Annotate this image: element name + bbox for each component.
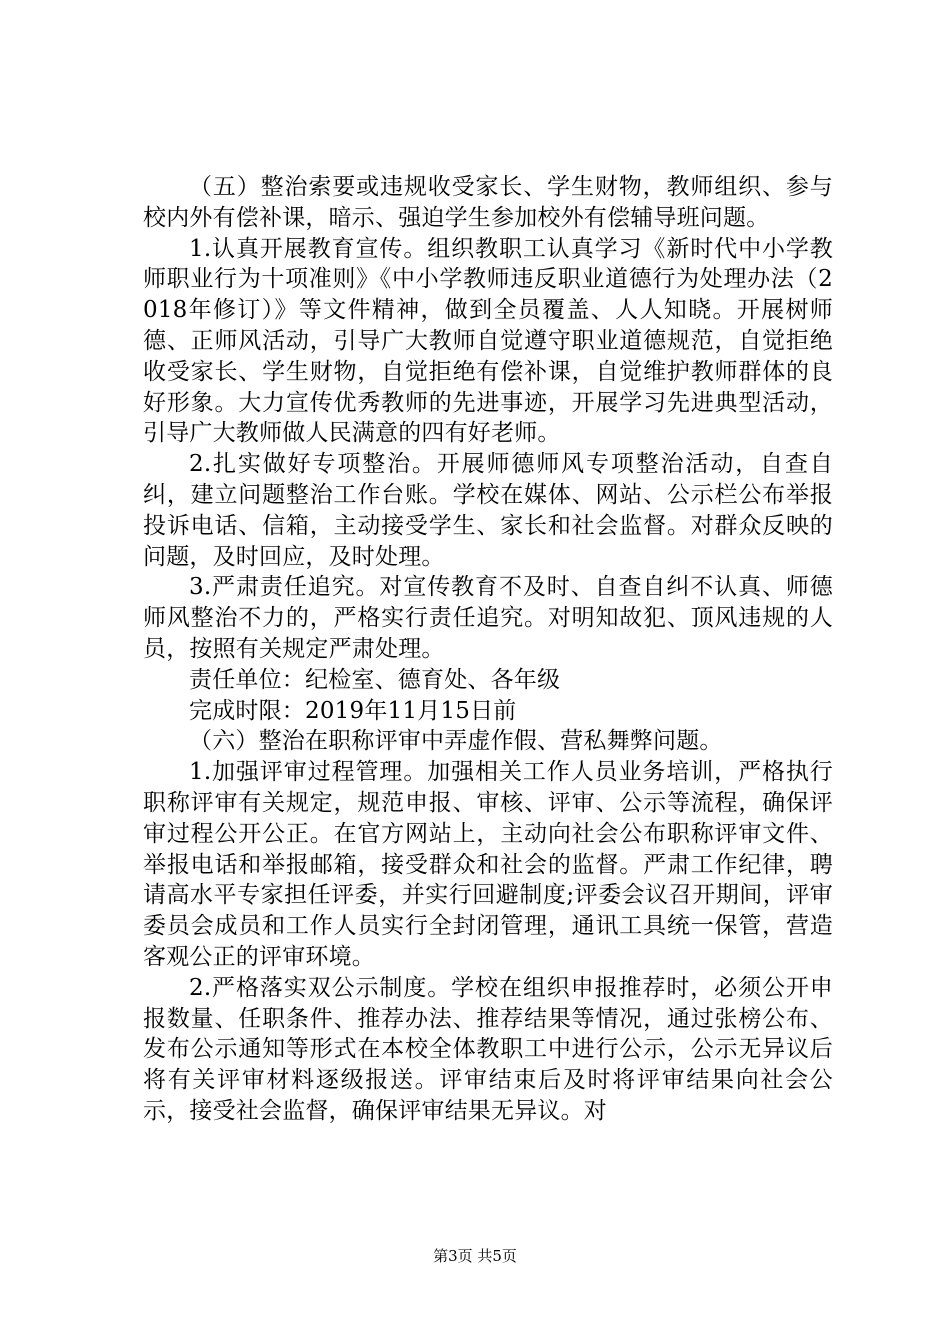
section-six-heading: （六）整治在职称评审中弄虚作假、营私舞弊问题。 [189,728,723,755]
page-footer: 第3页 共5页 [433,1247,517,1265]
paragraph-accountability: 3.严肃责任追究。对宣传教育不及时、自查自纠不认真、师德师风整治不力的，严格实行责任追究。对明知故犯、顶风违规的人员，按照有关规定严肃处理。 [143,574,833,662]
section-five-heading: （五）整治索要或违规收受家长、学生财物，教师组织、参与校内外有偿补课，暗示、强迫学生参加校外有偿辅导班问题。 [143,174,833,231]
responsible-units: 责任单位：纪检室、德育处、各年级 [189,666,561,693]
document-body [143,172,833,1127]
paragraph-double-publicity: 2.严格落实双公示制度。学校在组织申报推荐时，必须公开申报数量、任职条件、推荐办法、推荐结果等情况，通过张榜公布、发布公示通知等形式在本校全体教职工中进行公示，公示无异议后将有关评审材料逐级报送。评审结束后及时将评审结果向社会公示，接受社会监督，确保评审结果无异议。对 [143,974,833,1124]
paragraph-education-promotion: 1.认真开展教育宣传。组织教职工认真学习《新时代中小学教师职业行为十项准则》《中小学教师违反职业道德行为处理办法（2018年修订）》等文件精神，做到全员覆盖、人人知晓。开展树师德、正师风活动，引导广大教师自觉遵守职业道德规范，自觉拒绝收受家长、学生财物，自觉拒绝有偿补课，自觉维护教师群体的良好形象。大力宣传优秀教师的先进事迹，开展学习先进典型活动，引导广大教师做人民满意的四有好老师。 [143,235,833,447]
deadline: 完成时限：2019年11月15日前 [189,697,517,724]
paragraph-review-management: 1.加强评审过程管理。加强相关工作人员业务培训，严格执行职称评审有关规定，规范申报、审核、评审、公示等流程，确保评审过程公开公正。在官方网站上，主动向社会公布职称评审文件、举报电话和举报邮箱，接受群众和社会的监督。严肃工作纪律，聘请高水平专家担任评委，并实行回避制度;评委会议召开期间，评审委员会成员和工作人员实行全封闭管理，通讯工具统一保管，营造客观公正的评审环境。 [143,759,833,970]
paragraph-special-rectification: 2.扎实做好专项整治。开展师德师风专项整治活动，自查自纠，建立问题整治工作台账。学校在媒体、网站、公示栏公布举报投诉电话、信箱，主动接受学生、家长和社会监督。对群众反映的问题，及时回应，及时处理。 [143,451,833,570]
